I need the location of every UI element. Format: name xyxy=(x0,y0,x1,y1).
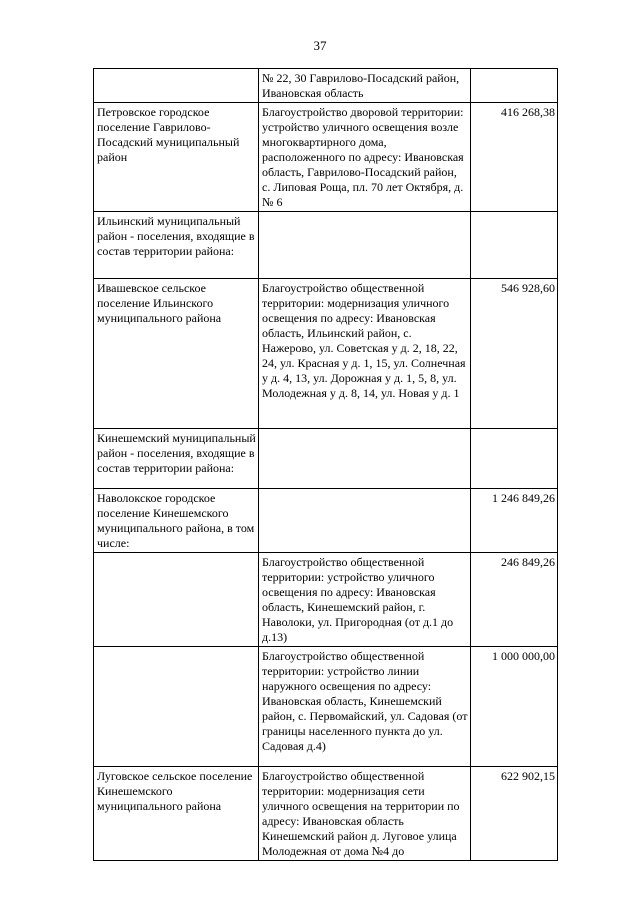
description-cell xyxy=(259,212,471,279)
amount-cell: 546 928,60 xyxy=(471,279,558,429)
table-row xyxy=(94,767,558,861)
table-row xyxy=(94,489,558,553)
amount-cell: 246 849,26 xyxy=(471,553,558,647)
amount-cell: 1 246 849,26 xyxy=(471,489,558,553)
amount-cell: 1 000 000,00 xyxy=(471,647,558,767)
table-row xyxy=(94,103,558,212)
amount-cell: 416 268,38 xyxy=(471,103,558,212)
description-cell: Благоустройство общественной территории: устройство линии наружного освещения по адресу: Ивановская область, Кинешемский район, с. Первомайский, ул. Садовая (от границы населенного пункта до ул. Садовая д.4) xyxy=(259,647,471,767)
description-cell: Благоустройство общественной территории: устройство уличного освещения по адресу: Ивановская область, Кинешемский район, г. Наволоки, ул. Пригородная (от д.1 до д.13) xyxy=(259,553,471,647)
municipality-cell xyxy=(94,647,259,767)
municipality-cell: Петровское городское поселение Гаврилово-Посадский муниципальный район xyxy=(94,103,259,212)
table-row xyxy=(94,212,558,279)
description-cell: Благоустройство общественной территории: модернизация сети уличного освещения на территории по адресу: Ивановская область Кинешемский район д. Луговое улица Молодежная от дома №4 до xyxy=(259,767,471,861)
description-cell: № 22, 30 Гаврилово-Посадский район, Ивановская область xyxy=(259,69,471,103)
description-cell xyxy=(259,429,471,489)
table-row xyxy=(94,647,558,767)
municipality-cell: Ильинский муниципальный район - поселения, входящие в состав территории района: xyxy=(94,212,259,279)
table-row xyxy=(94,69,558,103)
description-cell: Благоустройство дворовой территории: устройство уличного освещения возле многоквартирного дома, расположенного по адресу: Ивановская область, Гаврилово-Посадский район, с. Липовая Роща, пл. 70 лет Октября, д. № 6 xyxy=(259,103,471,212)
municipality-cell: Луговское сельское поселение Кинешемского муниципального района xyxy=(94,767,259,861)
municipality-cell: Ивашевское сельское поселение Ильинского муниципального района xyxy=(94,279,259,429)
description-cell xyxy=(259,489,471,553)
municipality-cell: Кинешемский муниципальный район - поселения, входящие в состав территории района: xyxy=(94,429,259,489)
amount-cell xyxy=(471,212,558,279)
table-row xyxy=(94,553,558,647)
municipality-cell xyxy=(94,69,259,103)
amount-cell xyxy=(471,69,558,103)
amount-cell xyxy=(471,429,558,489)
description-cell: Благоустройство общественной территории: модернизация уличного освещения по адресу: Ивановская область, Ильинский район, с. Нажерово, ул. Советская у д. 2, 18, 22, 24, ул. Красная у д. 1, 15, ул. Солнечная у д. 4, 13, ул. Дорожная у д. 1, 5, 8, ул. Молодежная у д. 8, 14, ул. Новая у д. 1 xyxy=(259,279,471,429)
page-number: 37 xyxy=(313,38,327,53)
amount-cell: 622 902,15 xyxy=(471,767,558,861)
table-row xyxy=(94,279,558,429)
allocation-table xyxy=(93,68,558,861)
municipality-cell xyxy=(94,553,259,647)
table-row xyxy=(94,429,558,489)
municipality-cell: Наволокское городское поселение Кинешемского муниципального района, в том числе: xyxy=(94,489,259,553)
